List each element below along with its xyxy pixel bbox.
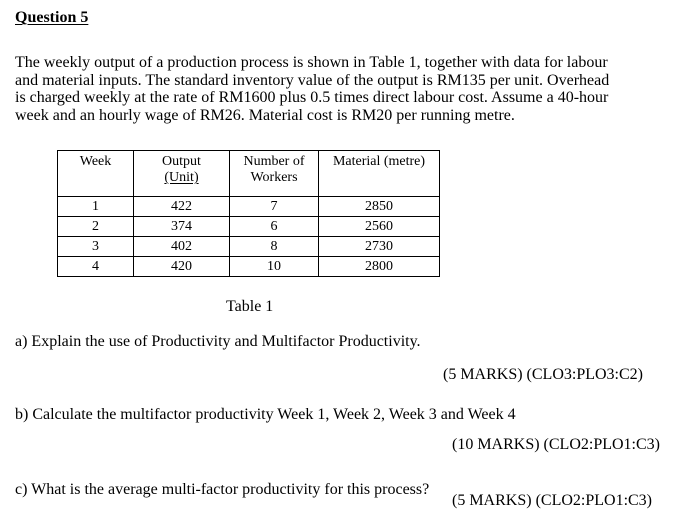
cell-week: 4 — [58, 257, 134, 277]
question-b: b) Calculate the multifactor productivity Week 1, Week 2, Week 3 and Week 4 — [15, 406, 516, 423]
cell-workers: 8 — [230, 237, 319, 257]
cell-workers: 10 — [230, 257, 319, 277]
table-row — [58, 257, 440, 277]
production-data-table — [57, 150, 440, 277]
paragraph-line: and material inputs. The standard inventory value of the output is RM135 per unit. Overhead — [15, 71, 610, 89]
question-a-marks: (5 MARKS) (CLO3:PLO3:C2) — [442, 366, 643, 383]
question-c: c) What is the average multi-factor productivity for this process? — [15, 481, 430, 498]
question-a: a) Explain the use of Productivity and Multifactor Productivity. — [15, 333, 421, 350]
cell-week: 2 — [58, 217, 134, 237]
cell-material: 2800 — [319, 257, 440, 277]
cell-workers: 6 — [230, 217, 319, 237]
cell-week: 1 — [58, 197, 134, 217]
cell-week: 3 — [58, 237, 134, 257]
table-header-row — [58, 151, 440, 197]
table-row — [58, 237, 440, 257]
question-paragraph — [15, 54, 665, 124]
header-output: Output (Unit) — [134, 151, 230, 197]
cell-material: 2560 — [319, 217, 440, 237]
table-row — [58, 197, 440, 217]
cell-workers: 7 — [230, 197, 319, 217]
cell-output: 422 — [134, 197, 230, 217]
question-c-marks: (5 MARKS) (CLO2:PLO1:C3) — [452, 492, 653, 509]
header-workers: Number of Workers — [230, 151, 319, 197]
cell-material: 2850 — [319, 197, 440, 217]
question-b-marks: (10 MARKS) (CLO2:PLO1:C3) — [451, 436, 660, 453]
cell-output: 402 — [134, 237, 230, 257]
header-week: Week — [58, 151, 134, 197]
paragraph-line: The weekly output of a production process is shown in Table 1, together with data for labour — [15, 54, 608, 71]
question-heading: Question 5 — [15, 9, 89, 26]
table-caption: Table 1 — [226, 298, 274, 315]
paragraph-line: is charged weekly at the rate of RM1600 plus 0.5 times direct labour cost. Assume a 40-hour — [15, 89, 609, 106]
header-material: Material (metre) — [319, 151, 440, 197]
cell-output: 374 — [134, 217, 230, 237]
paragraph-line: week and an hourly wage of RM26. Material cost is RM20 per running metre. — [15, 106, 515, 124]
cell-output: 420 — [134, 257, 230, 277]
table-row — [58, 217, 440, 237]
cell-material: 2730 — [319, 237, 440, 257]
